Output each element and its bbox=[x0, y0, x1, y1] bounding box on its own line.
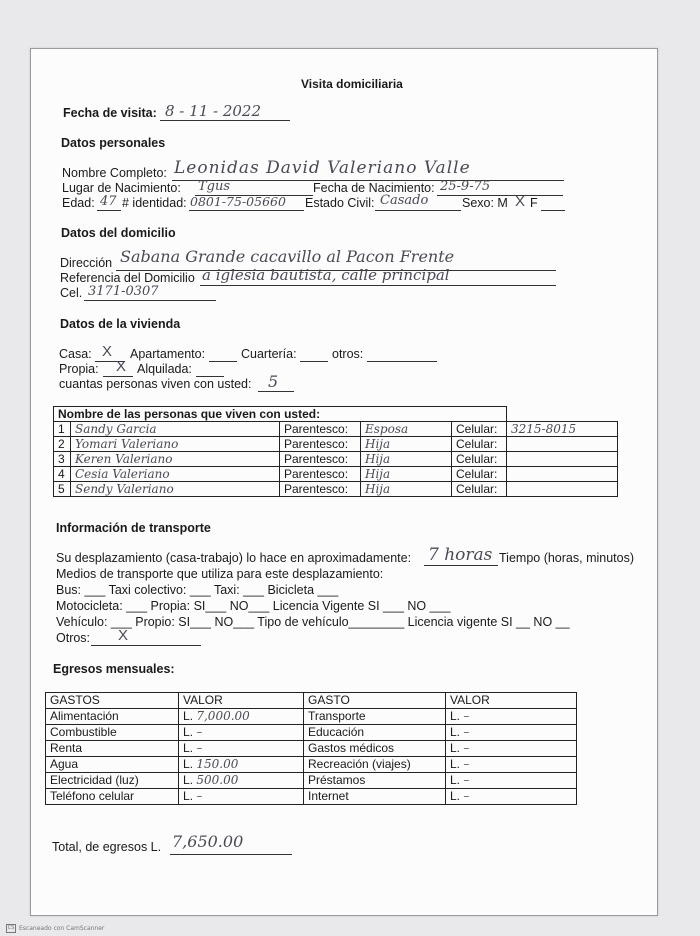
expense-value: – bbox=[463, 709, 470, 723]
table-row: Teléfono celular L. – Internet L. – bbox=[46, 789, 577, 805]
people-count-value: 5 bbox=[268, 372, 279, 391]
travel-time-value: 7 horas bbox=[428, 545, 493, 565]
person-name: Keren Valeriano bbox=[71, 452, 280, 467]
person-cel: 3215-8015 bbox=[507, 422, 618, 437]
apartamento-label: Apartamento: bbox=[130, 347, 206, 361]
birthdate-value: 25-9-75 bbox=[440, 179, 491, 194]
col-valor-2: VALOR bbox=[446, 693, 577, 709]
expense-value: – bbox=[196, 725, 203, 739]
expense-value: – bbox=[463, 773, 470, 787]
expense-value: – bbox=[463, 757, 470, 771]
sex-label: Sexo: M bbox=[462, 196, 508, 210]
visit-date-label: Fecha de visita: bbox=[63, 106, 157, 120]
person-relation: Hija bbox=[361, 467, 452, 482]
id-value: 0801-75-05660 bbox=[190, 194, 286, 209]
expenses-table bbox=[45, 692, 577, 805]
table-row: Renta L. – Gastos médicos L. – bbox=[46, 741, 577, 757]
address-heading: Datos del domicilio bbox=[61, 226, 176, 240]
table-row: 4 Cesia Valeriano Parentesco: Hija Celular: bbox=[54, 467, 618, 482]
birthplace-label: Lugar de Nacimiento: bbox=[62, 181, 181, 195]
cuarteria-label: Cuartería: bbox=[241, 347, 297, 361]
person-name: Cesia Valeriano bbox=[71, 467, 280, 482]
total-label: Total, de egresos L. bbox=[52, 840, 162, 854]
birthdate-label: Fecha de Nacimiento: bbox=[313, 181, 435, 195]
form-title: Visita domiciliaria bbox=[301, 77, 403, 91]
expense-value: 500.00 bbox=[196, 773, 239, 787]
sex-f-label: F bbox=[530, 196, 538, 210]
person-name: Sendy Valeriano bbox=[71, 482, 280, 497]
transport-bus-line: Bus: ___ Taxi colectivo: ___ Taxi: ___ Bicicleta ___ bbox=[56, 583, 339, 597]
age-value: 47 bbox=[100, 194, 117, 209]
expense-value: 7,000.00 bbox=[196, 709, 250, 723]
person-cel bbox=[507, 467, 618, 482]
people-count-label: cuantas personas viven con usted: bbox=[59, 377, 252, 391]
person-name: Yomari Valeriano bbox=[71, 437, 280, 452]
age-label: Edad: bbox=[62, 196, 95, 210]
travel-time-unit: Tiempo (horas, minutos) bbox=[499, 551, 634, 565]
transport-others-mark: X bbox=[118, 627, 129, 644]
person-relation: Hija bbox=[361, 452, 452, 467]
reference-value: a iglesia bautista, calle principal bbox=[202, 266, 450, 284]
person-relation: Hija bbox=[361, 482, 452, 497]
transport-others-label: Otros: bbox=[56, 631, 91, 645]
otros-label: otros: bbox=[332, 347, 364, 361]
person-name: Sandy Garcia bbox=[71, 422, 280, 437]
table-row: Agua L. 150.00 Recreación (viajes) L. – bbox=[46, 757, 577, 773]
expense-value: – bbox=[463, 789, 470, 803]
col-gastos: GASTOS bbox=[46, 693, 179, 709]
people-table-heading: Nombre de las personas que viven con usted: bbox=[54, 407, 507, 422]
propia-label: Propia: bbox=[59, 362, 99, 376]
total-value: 7,650.00 bbox=[172, 832, 244, 851]
expense-value: – bbox=[463, 741, 470, 755]
col-valor: VALOR bbox=[179, 693, 304, 709]
name-value: Leonidas David Valeriano Valle bbox=[174, 158, 471, 178]
address-value: Sabana Grande cacavillo al Pacon Frente bbox=[120, 247, 455, 266]
cel-label: Cel. bbox=[60, 286, 83, 300]
table-row: 2 Yomari Valeriano Parentesco: Hija Celular: bbox=[54, 437, 618, 452]
cel-value: 3171-0307 bbox=[88, 284, 159, 299]
visit-date-value: 8 - 11 - 2022 bbox=[165, 102, 262, 120]
alquilada-label: Alquilada: bbox=[137, 362, 192, 376]
table-row: 1 Sandy Garcia Parentesco: Esposa Celular: 3215-8015 bbox=[54, 422, 618, 437]
address-label: Dirección bbox=[60, 256, 113, 270]
transport-moto-line: Motocicleta: ___ Propia: SI___ NO___ Licencia Vigente SI ___ NO ___ bbox=[56, 599, 451, 613]
personal-heading: Datos personales bbox=[61, 136, 166, 150]
travel-time-label: Su desplazamiento (casa-trabajo) lo hace en aproximadamente: bbox=[56, 551, 412, 565]
name-label: Nombre Completo: bbox=[62, 166, 167, 180]
transport-heading: Información de transporte bbox=[56, 521, 211, 535]
expense-value: 150.00 bbox=[196, 757, 239, 771]
sex-mark: X bbox=[515, 193, 526, 210]
table-row: Electricidad (luz) L. 500.00 Préstamos L. – bbox=[46, 773, 577, 789]
transport-means-label: Medios de transporte que utiliza para este desplazamiento: bbox=[56, 567, 384, 581]
expense-value: – bbox=[463, 725, 470, 739]
table-row: 5 Sendy Valeriano Parentesco: Hija Celular: bbox=[54, 482, 618, 497]
person-relation: Hija bbox=[361, 437, 452, 452]
expenses-heading: Egresos mensuales: bbox=[53, 662, 175, 676]
id-label: # identidad: bbox=[122, 196, 187, 210]
birthplace-value: Tgus bbox=[198, 179, 231, 194]
casa-mark: X bbox=[102, 343, 113, 360]
person-cel bbox=[507, 437, 618, 452]
table-row: Alimentación L. 7,000.00 Transporte L. – bbox=[46, 709, 577, 725]
civil-label: Estado Civil: bbox=[305, 196, 375, 210]
expense-value: – bbox=[196, 741, 203, 755]
people-table bbox=[53, 406, 618, 497]
person-cel bbox=[507, 452, 618, 467]
person-cel bbox=[507, 482, 618, 497]
reference-label: Referencia del Domicilio bbox=[60, 271, 195, 285]
civil-value: Casado bbox=[380, 193, 429, 208]
table-row: Combustible L. – Educación L. – bbox=[46, 725, 577, 741]
table-row: 3 Keren Valeriano Parentesco: Hija Celular: bbox=[54, 452, 618, 467]
housing-heading: Datos de la vivienda bbox=[60, 317, 181, 331]
col-gasto: GASTO bbox=[304, 693, 446, 709]
person-relation: Esposa bbox=[361, 422, 452, 437]
scanner-watermark: CS Escaneado con CamScanner bbox=[7, 925, 105, 932]
camscanner-logo-icon: CS bbox=[7, 925, 15, 931]
propia-mark: X bbox=[116, 358, 127, 375]
transport-vehicle-line: Vehículo: ___ Propio: SI___ NO___ Tipo de vehículo________ Licencia vigente SI __ NO __ bbox=[56, 615, 570, 629]
expense-value: – bbox=[196, 789, 203, 803]
casa-label: Casa: bbox=[59, 347, 92, 361]
